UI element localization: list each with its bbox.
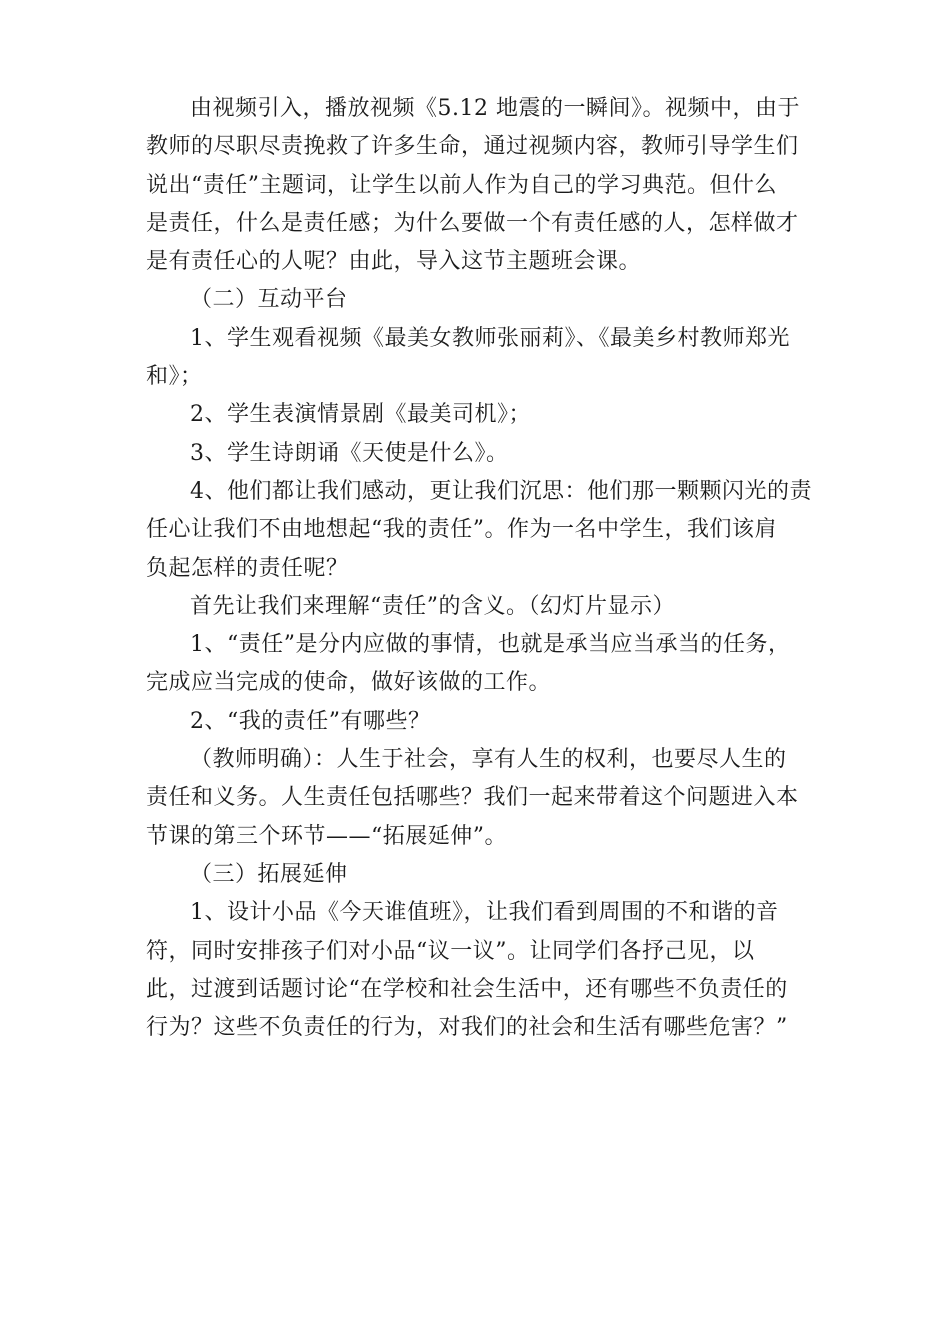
- paragraph-line: 节课的第三个环节——“拓展延伸”。: [146, 823, 507, 849]
- section-heading: （三）拓展延伸: [190, 861, 348, 887]
- list-item-line: 2、学生表演情景剧《最美司机》；: [190, 402, 531, 428]
- list-item-line: 1、学生观看视频《最美女教师张丽莉》、《最美乡村教师郑光: [190, 325, 790, 351]
- list-item-line: 此，过渡到话题讨论“在学校和社会生活中，还有哪些不负责任的: [146, 976, 788, 1002]
- document-body: [146, 90, 810, 1047]
- paragraph-line: 说出“责任”主题词，让学生以前人作为自己的学习典范。但什么: [146, 172, 777, 198]
- paragraph-line: 是责任，什么是责任感；为什么要做一个有责任感的人，怎样做才: [146, 210, 799, 236]
- list-item-line: 任心让我们不由地想起“我的责任”。作为一名中学生，我们该肩: [146, 517, 777, 543]
- paragraph-line: 责任和义务。人生责任包括哪些？我们一起来带着这个问题进入本: [146, 785, 799, 811]
- paragraph-line: 由视频引入，播放视频《5.12 地震的一瞬间》。视频中，由于: [190, 96, 800, 121]
- list-item-line: 2、“我的责任”有哪些？: [190, 708, 431, 734]
- paragraph-line: 是有责任心的人呢？由此，导入这节主题班会课。: [146, 249, 642, 275]
- list-item-line: 完成应当完成的使命，做好该做的工作。: [146, 670, 552, 696]
- list-item-line: 负起怎样的责任呢？: [146, 555, 349, 581]
- list-item-line: 符，同时安排孩子们对小品“议一议”。让同学们各抒己见，以: [146, 938, 755, 964]
- section-heading: （二）互动平台: [190, 287, 348, 313]
- paragraph-line: 首先让我们来理解“责任”的含义。（幻灯片显示）: [190, 593, 675, 619]
- list-item-line: 1、“责任”是分内应做的事情，也就是承当应当承当的任务，: [190, 632, 791, 658]
- list-item-line: 和》；: [146, 364, 203, 390]
- list-item-line: 4、他们都让我们感动，更让我们沉思：他们那一颗颗闪光的责: [190, 478, 812, 504]
- list-item-line: 行为？这些不负责任的行为，对我们的社会和生活有哪些危害？”: [146, 1015, 788, 1041]
- list-item-line: 1、设计小品《今天谁值班》，让我们看到周围的不和谐的音: [190, 900, 779, 926]
- paragraph-line: 教师的尽职尽责挽救了许多生命，通过视频内容，教师引导学生们: [146, 134, 799, 160]
- list-item-line: 3、学生诗朗诵《天使是什么》。: [190, 440, 509, 466]
- paragraph-line: （教师明确）：人生于社会，享有人生的权利，也要尽人生的: [190, 747, 787, 773]
